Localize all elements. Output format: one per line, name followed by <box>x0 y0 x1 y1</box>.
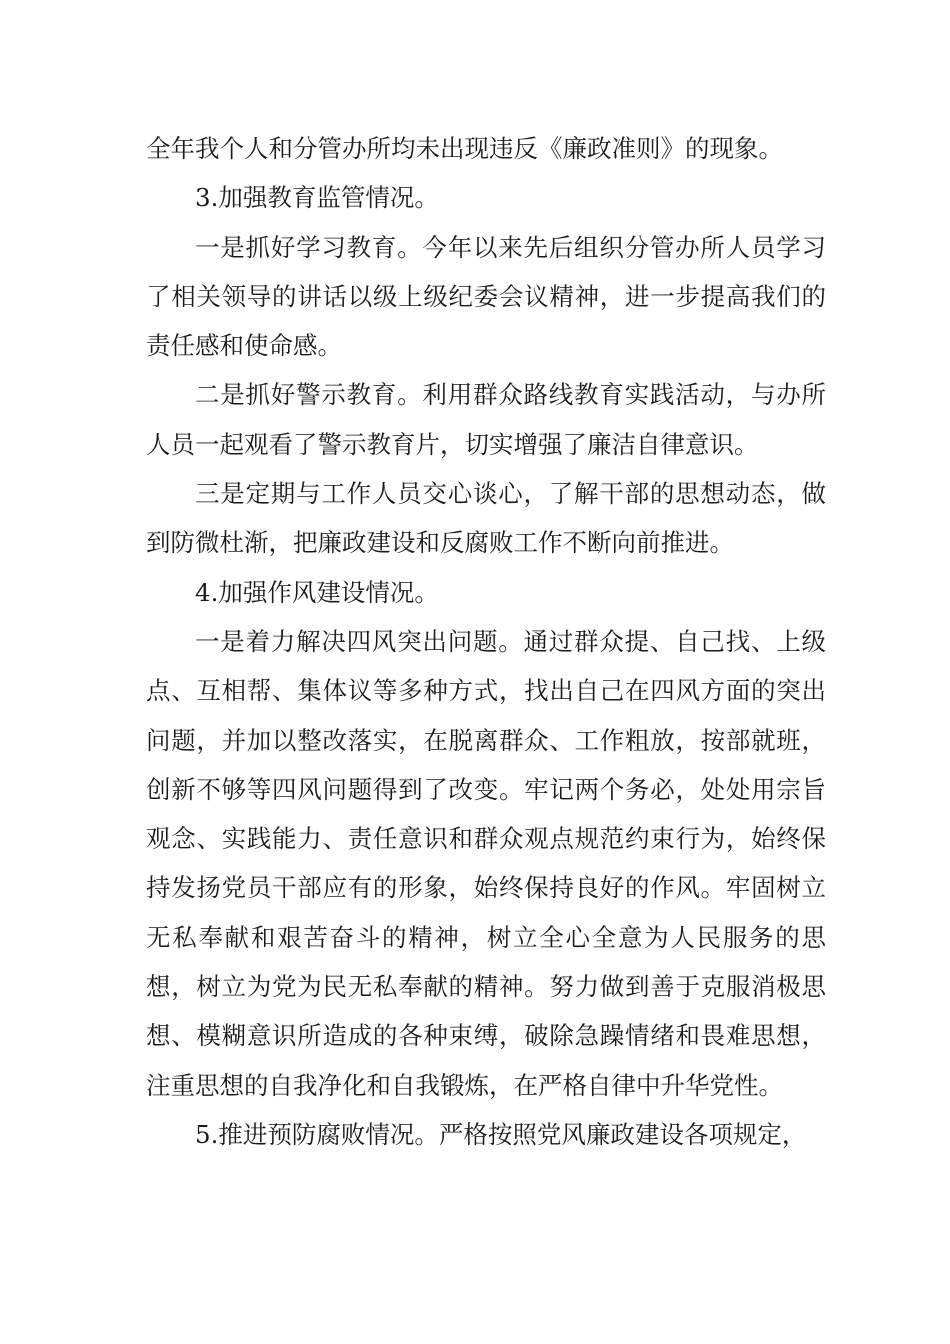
document-body <box>146 124 826 1159</box>
paragraph-6-heading: 4.加强作风建设情况。 <box>195 577 439 607</box>
paragraph-8: 5.推进预防腐败情况。严格按照党风廉政建设各项规定， <box>195 1119 807 1149</box>
paragraph-7: 一是着力解决四风突出问题。通过群众提、自己找、上级点、互相帮、集体议等多种方式，找出自己在四风方面的突出问题，并加以整改落实，在脱离群众、工作粗放，按部就班，创新不够等四风问题得到了改变。牢记两个务必，处处用宗旨观念、实践能力、责任意识和群众观点规范约束行为，始终保持发扬党员干部应有的形象，始终保持良好的作风。牢固树立无私奉献和艰苦奋斗的精神，树立全心全意为人民服务的思想，树立为党为民无私奉献的精神。努力做到善于克服消极思想、模糊意识所造成的各种束缚，破除急躁情绪和畏难思想，注重思想的自我净化和自我锻炼，在严格自律中升华党性。 <box>146 626 826 1100</box>
paragraph-1: 全年我个人和分管办所均未出现违反《廉政准则》的现象。 <box>146 134 783 163</box>
paragraph-5: 三是定期与工作人员交心谈心，了解干部的思想动态，做到防微杜渐，把廉政建设和反腐败工作不断向前推进。 <box>146 479 826 558</box>
paragraph-4: 二是抓好警示教育。利用群众路线教育实践活动，与办所人员一起观看了警示教育片，切实增强了廉洁自律意识。 <box>146 380 826 459</box>
paragraph-3: 一是抓好学习教育。今年以来先后组织分管办所人员学习了相关领导的讲话以级上级纪委会议精神，进一步提高我们的责任感和使命感。 <box>146 232 826 361</box>
paragraph-2-heading: 3.加强教育监管情况。 <box>195 183 439 213</box>
